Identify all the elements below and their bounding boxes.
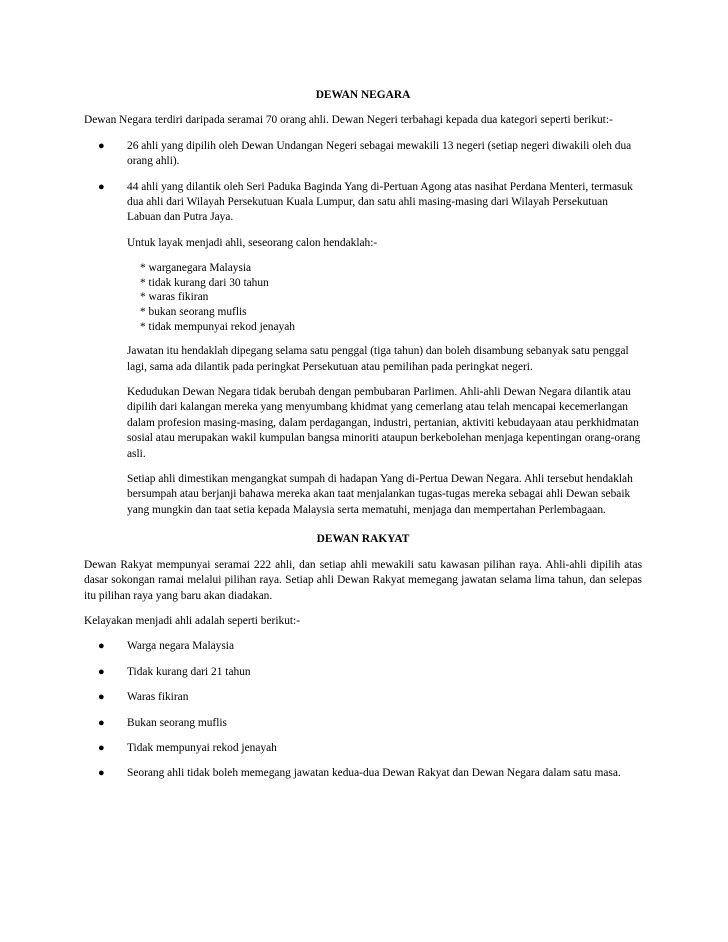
list-item: * bukan seorang muflis <box>140 306 247 319</box>
bullet-icon: ● <box>98 640 105 653</box>
list-item <box>84 180 642 226</box>
dewan-negara-heading: DEWAN NEGARA <box>315 89 411 101</box>
list-item-text: Warga negara Malaysia <box>127 640 235 653</box>
list-item: * tidak kurang dari 30 tahun <box>140 276 269 289</box>
list-item <box>84 741 642 756</box>
bullet-icon: ● <box>98 741 105 754</box>
dewan-negara-term-paragraph: Jawatan itu hendaklah dipegang selama satu penggal (tiga tahun) dan boleh disambung sebanyak satu penggal lagi, sama ada dilantik pada peringkat Persekutuan atau pemilihan pada peringkat negeri. <box>127 345 629 373</box>
bullet-icon: ● <box>98 139 105 152</box>
list-item-text: Tidak kurang dari 21 tahun <box>127 665 251 678</box>
document-page <box>84 88 642 792</box>
bullet-icon: ● <box>98 716 105 729</box>
list-item: * warganegara Malaysia <box>140 262 252 275</box>
dewan-negara-eligibility-list <box>140 261 642 334</box>
list-item <box>84 716 642 731</box>
list-item: * tidak mempunyai rekod jenayah <box>140 320 295 333</box>
list-item-text: Tidak mempunyai rekod jenayah <box>127 741 277 754</box>
list-item: * waras fikiran <box>140 291 209 304</box>
dewan-rakyat-eligibility-intro: Kelayakan menjadi ahli adalah seperti berikut:- <box>84 614 301 627</box>
list-item <box>84 665 642 680</box>
bullet-icon: ● <box>98 767 105 780</box>
list-item-text: Seorang ahli tidak boleh memegang jawatan kedua-dua Dewan Rakyat dan Dewan Negara dalam satu masa. <box>127 767 621 780</box>
dewan-negara-intro: Dewan Negara terdiri daripada seramai 70 orang ahli. Dewan Negeri terbahagi kepada dua kategori seperti berikut:- <box>84 114 613 127</box>
dewan-negara-position-paragraph: Kedudukan Dewan Negara tidak berubah dengan pembubaran Parlimen. Ahli-ahli Dewan Negara dilantik atau dipilih dari kalangan mereka yang menyumbang khidmat yang cemerlang atau telah mencapai kecemerlangan dalam profesion masing-masing, dalam perdagangan, industri, pertanian, aktiviti kebudayaan atau perkhidmatan sosial atau merupakan wakil kumpulan bangsa minoriti ataupun berkebolehan menjaga kepentingan orang-orang asli. <box>127 386 641 460</box>
list-item <box>84 690 642 705</box>
bullet-icon: ● <box>98 691 105 704</box>
dewan-rakyat-intro: Dewan Rakyat mempunyai seramai 222 ahli, dan setiap ahli mewakili satu kawasan pilihan raya. Ahli-ahli dipilih atas dasar sokongan ramai melalui pilihan raya. Setiap ahli Dewan Rakyat memegang jawatan selama lima tahun, dan selepas itu pilihan raya yang baru akan diadakan. <box>84 558 642 602</box>
list-item-text: Waras fikiran <box>127 691 189 704</box>
dewan-negara-category-list <box>84 139 642 226</box>
list-item <box>84 766 642 781</box>
list-item-text: Bukan seorang muflis <box>127 716 227 729</box>
dewan-negara-oath-paragraph: Setiap ahli dimestikan mengangkat sumpah di hadapan Yang di-Pertua Dewan Negara. Ahli tersebut hendaklah bersumpah atau berjanji bahawa mereka akan taat menjalankan tugas-tugas mereka sebagai ahli Dewan sebaik yang mungkin dan taat setia kepada Malaysia serta mematuhi, menjaga dan mempertahan Perlembagaan. <box>127 473 633 516</box>
dewan-rakyat-heading: DEWAN RAKYAT <box>316 533 410 546</box>
dewan-negara-eligibility-intro: Untuk layak menjadi ahli, seseorang calon hendaklah:- <box>127 236 378 249</box>
list-item-text: 44 ahli yang dilantik oleh Seri Paduka Baginda Yang di-Pertuan Agong atas nasihat Perdana Menteri, termasuk dua ahli dari Wilayah Persekutuan Kuala Lumpur, dan satu ahli masing-masing dari Wilayah Persekutuan Labuan dan Putra Jaya. <box>127 180 633 224</box>
list-item <box>84 639 642 654</box>
dewan-rakyat-eligibility-list <box>84 639 642 781</box>
bullet-icon: ● <box>98 180 105 193</box>
bullet-icon: ● <box>98 665 105 678</box>
list-item <box>84 139 642 170</box>
list-item-text: 26 ahli yang dipilih oleh Dewan Undangan Negeri sebagai mewakili 13 negeri (setiap negeri diwakili oleh dua orang ahli). <box>127 139 632 168</box>
